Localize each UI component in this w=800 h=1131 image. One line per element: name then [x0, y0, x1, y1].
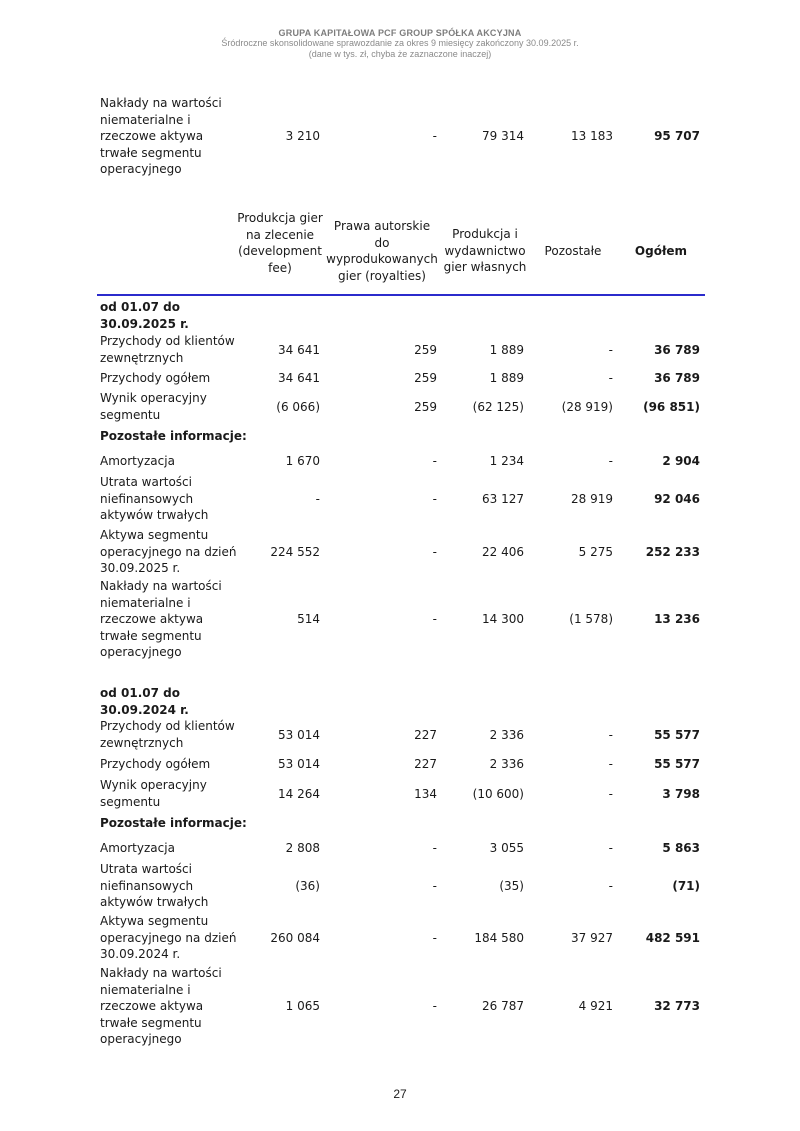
column-header-royalties: Prawa autorskie do wyprodukowanych gier (royalties)	[326, 219, 438, 283]
page-header	[0, 28, 800, 60]
column-header-total: Ogółem	[634, 244, 688, 258]
cell: 3 210	[285, 129, 320, 143]
column-header-other: Pozostałe	[544, 244, 602, 258]
header-rule	[97, 294, 705, 296]
report-subtitle: Śródroczne skonsolidowane sprawozdanie za okres 9 miesięcy zakończony 30.09.2025 r.	[221, 38, 579, 48]
page-number: 27	[393, 1087, 407, 1101]
table-row	[97, 95, 703, 179]
cell: -	[432, 129, 437, 143]
column-header-development-fee: Produkcja gier na zlecenie (development fee)	[237, 211, 323, 275]
column-header-own-games: Produkcja i wydawnictwo gier własnych	[443, 227, 527, 275]
cell-total: 95 707	[654, 129, 700, 143]
company-name: GRUPA KAPITAŁOWA PCF GROUP SPÓŁKA AKCYJNA	[278, 28, 522, 38]
cell: 13 183	[571, 129, 613, 143]
row-label: Nakłady na wartości niematerialne i rzeczowe aktywa trwałe segmentu operacyjnego	[100, 96, 222, 177]
units-note: (dane w tys. zł, chyba że zaznaczone inaczej)	[308, 49, 492, 59]
cell: 79 314	[482, 129, 524, 143]
